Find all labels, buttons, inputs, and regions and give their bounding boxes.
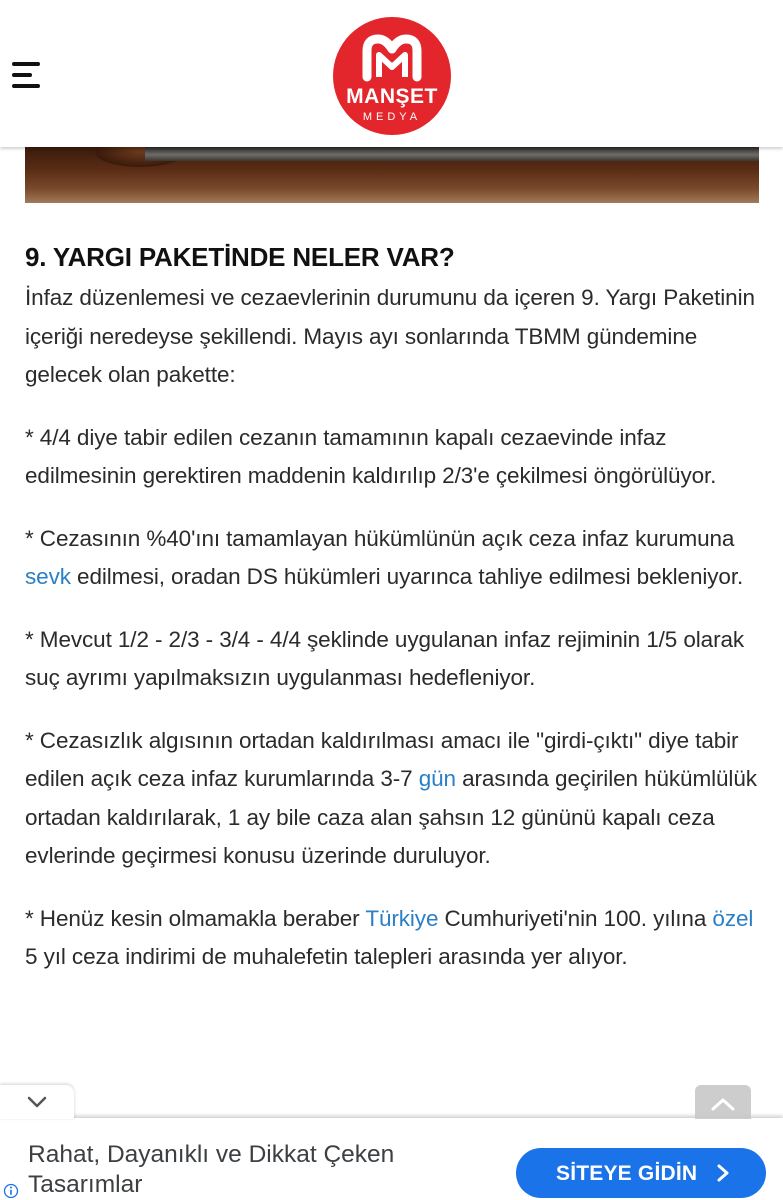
logo-brand-sub: MEDYA [362,111,422,123]
article-paragraph-item-2: * Cezasının %40'ını tamamlayan hükümlünün açık ceza infaz kurumuna sevk edilmesi, oradan DS hükümleri uyarınca tahliye edilmesi bekleniyor. [25,525,744,589]
logo-brand-name: MANŞET [346,85,438,108]
ad-banner[interactable] [0,1118,783,1200]
chevron-down-icon [27,1095,47,1109]
site-header [0,0,783,147]
hamburger-menu-icon[interactable] [12,62,42,90]
ad-text: Rahat, Dayanıklı ve Dikkat Çeken Tasarımlar [28,1141,395,1198]
link-sevk[interactable]: sevk [25,564,71,589]
ad-cta-button[interactable] [516,1148,766,1198]
site-logo[interactable] [333,17,451,135]
section-heading: 9. YARGI PAKETİNDE NELER VAR? [25,242,455,272]
chevron-up-icon [711,1097,735,1111]
ad-cta-label: SİTEYE GİDİN [556,1162,698,1185]
chevron-right-icon [716,1164,730,1182]
link-turkiye[interactable]: Türkiye [365,905,439,931]
info-icon[interactable] [3,1183,19,1199]
article-paragraph-item-1: * 4/4 diye tabir edilen cezanın tamamının kapalı cezaevinde infaz edilmesinin gerektiren maddenin kaldırılıp 2/3'e çekilmesi öngörülüyor. [25,424,717,488]
link-gun[interactable]: gün [418,766,456,791]
article-hero-image [25,147,759,203]
scroll-to-top-button[interactable] [695,1085,751,1119]
article-paragraph-intro: İnfaz düzenlemesi ve cezaevlerinin durumunu da içeren 9. Yargı Paketinin içeriği neredeyse şekillendi. Mayıs ayı sonlarında TBMM gündemine gelecek olan pakette: [25,285,755,387]
article-paragraph-item-3: * Mevcut 1/2 - 2/3 - 3/4 - 4/4 şeklinde uygulanan infaz rejiminin 1/5 olarak suç ayrımı yapılmaksızın uygulanması hedefleniyor. [25,626,745,690]
ad-collapse-button[interactable] [0,1085,74,1119]
link-ozel[interactable]: özel [712,905,754,931]
article-body [25,215,760,1001]
article-paragraph-item-5: * Henüz kesin olmamakla beraber Türkiye Cumhuriyeti'nin 100. yılına özel 5 yıl ceza indirimi de muhalefetin talepleri arasında yer alıyor. [25,905,754,969]
article-paragraph-item-4: * Cezasızlık algısının ortadan kaldırılması amacı ile "girdi-çıktı" diye tabir edilen açık ceza infaz kurumlarında 3-7 gün arasında geçirilen hükümlülük ortadan kaldırılarak, 1 ay bile caza alan şahsın 12 gününü kapalı ceza evlerinde geçirmesi konusu üzerinde duruluyor. [25,727,757,868]
